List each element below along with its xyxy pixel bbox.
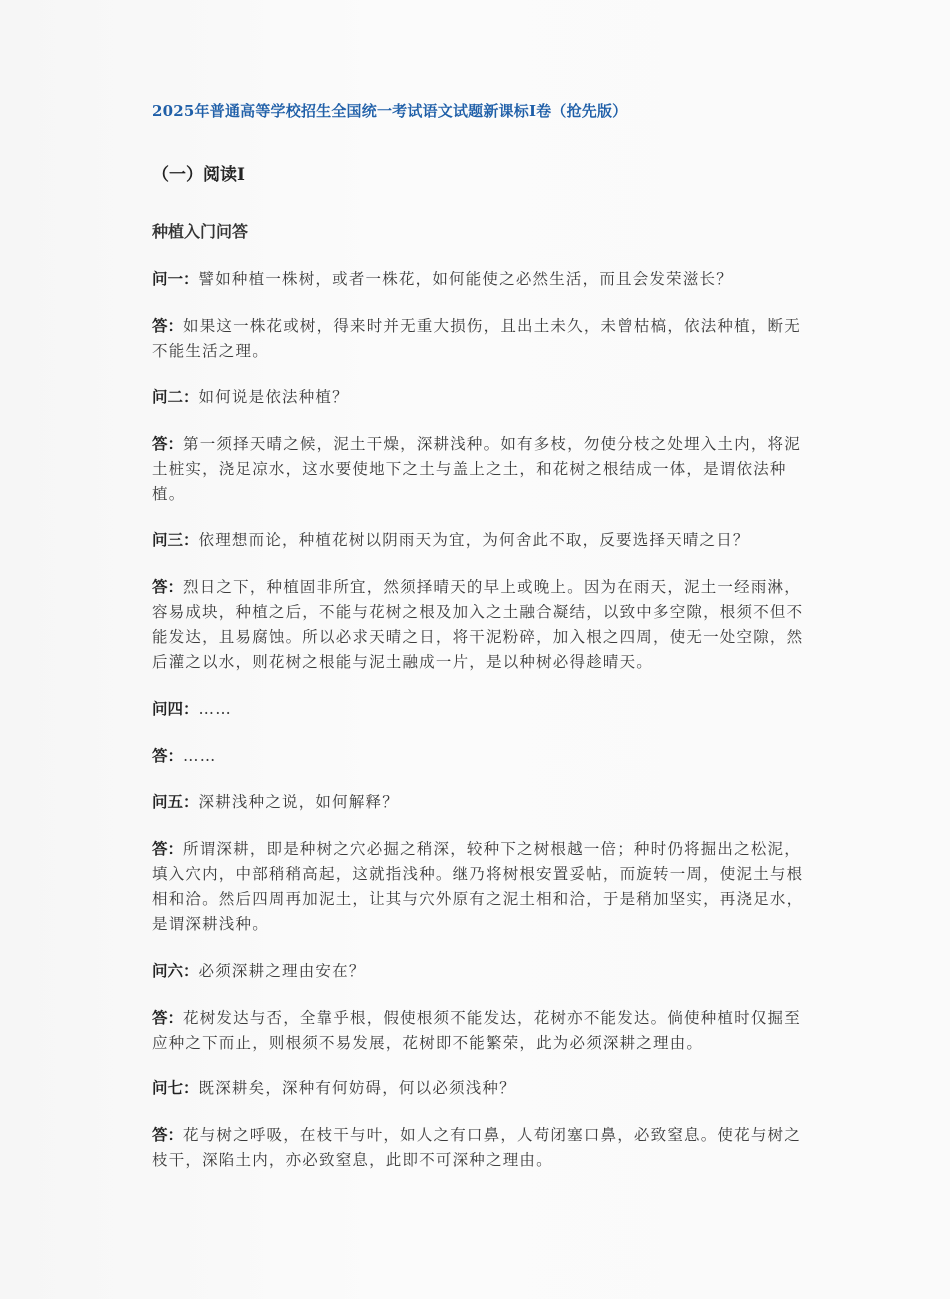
- qa-label: 问二：: [152, 387, 199, 406]
- article-title: 种植入门问答: [152, 222, 249, 241]
- qa-text: 必须深耕之理由安在？: [198, 962, 366, 980]
- question-7: [152, 1075, 812, 1101]
- qa-label: 答：: [152, 434, 184, 453]
- answer-7: [152, 1122, 812, 1173]
- answer-4: [152, 743, 812, 769]
- qa-label: 答：: [152, 839, 184, 858]
- qa-label: 答：: [152, 746, 184, 765]
- qa-text: 烈日之下，种植固非所宜，然须择晴天的早上或晚上。因为在雨天，泥土一经雨淋，容易成块，种植之后，不能与花树之根及加入之土融合凝结，以致中多空隙，根须不但不能发达，且易腐蚀。所以必求天晴之日，将干泥粉碎，加入根之四周，使无一处空隙，然后灌之以水，则花树之根能与泥土融成一片，是以种树必得趁晴天。: [152, 578, 804, 671]
- question-2: [152, 384, 812, 410]
- document-title: 2025年普通高等学校招生全国统一考试语文试题新课标I卷（抢先版）: [152, 102, 628, 120]
- section-heading: （一）阅读I: [152, 165, 245, 185]
- qa-label: 答：: [152, 1125, 184, 1144]
- question-3: [152, 527, 812, 553]
- qa-label: 问四：: [152, 699, 199, 718]
- qa-label: 答：: [152, 316, 184, 335]
- qa-text: 第一须择天晴之候，泥土干燥，深耕浅种。如有多枝，勿使分枝之处埋入土内，将泥土桩实，浇足凉水，这水要使地下之土与盖上之土，和花树之根结成一体，是谓依法种植。: [152, 435, 801, 503]
- qa-text: 花树发达与否，全靠乎根，假使根须不能发达，花树亦不能发达。倘使种植时仅掘至应种之下而止，则根须不易发展，花树即不能繁荣，此为必须深耕之理由。: [152, 1009, 801, 1052]
- qa-label: 问三：: [152, 530, 199, 549]
- qa-label: 问七：: [152, 1078, 199, 1097]
- question-6: [152, 958, 812, 984]
- qa-text: 譬如种植一株树，或者一株花，如何能使之必然生活，而且会发荣滋长？: [198, 270, 733, 288]
- qa-label: 答：: [152, 577, 184, 596]
- qa-text: 如何说是依法种植？: [198, 388, 349, 406]
- answer-3: [152, 574, 812, 675]
- qa-text: 所谓深耕，即是种树之穴必掘之稍深，较种下之树根越一倍；种时仍将掘出之松泥，填入穴内，中部稍稍高起，这就指浅种。继乃将树根安置妥帖，而旋转一周，使泥土与根相和洽。然后四周再加泥土，让其与穴外原有之泥土相和洽，于是稍加坚实，再浇足水，是谓深耕浅种。: [152, 840, 804, 933]
- answer-6: [152, 1005, 812, 1056]
- qa-text: 依理想而论，种植花树以阴雨天为宜，为何舍此不取，反要选择天晴之日？: [198, 531, 750, 549]
- qa-label: 答：: [152, 1008, 184, 1027]
- qa-text: 花与树之呼吸，在枝干与叶，如人之有口鼻，人苟闭塞口鼻，必致窒息。使花与树之枝干，深陷土内，亦必致窒息，此即不可深种之理由。: [152, 1126, 801, 1169]
- qa-label: 问五：: [152, 792, 199, 811]
- qa-text: 深耕浅种之说，如何解释？: [198, 793, 399, 811]
- answer-2: [152, 431, 812, 507]
- qa-text: ……: [198, 700, 232, 718]
- qa-text: 既深耕矣，深种有何妨碍，何以必须浅种？: [198, 1079, 516, 1097]
- qa-label: 问六：: [152, 961, 199, 980]
- qa-text: ……: [183, 747, 217, 765]
- qa-label: 问一：: [152, 269, 199, 288]
- question-1: [152, 266, 812, 292]
- question-5: [152, 789, 812, 815]
- question-4: [152, 696, 812, 722]
- answer-5: [152, 836, 812, 937]
- qa-text: 如果这一株花或树，得来时并无重大损伤，且出土未久，未曾枯槁，依法种植，断无不能生活之理。: [152, 317, 801, 360]
- answer-1: [152, 313, 812, 364]
